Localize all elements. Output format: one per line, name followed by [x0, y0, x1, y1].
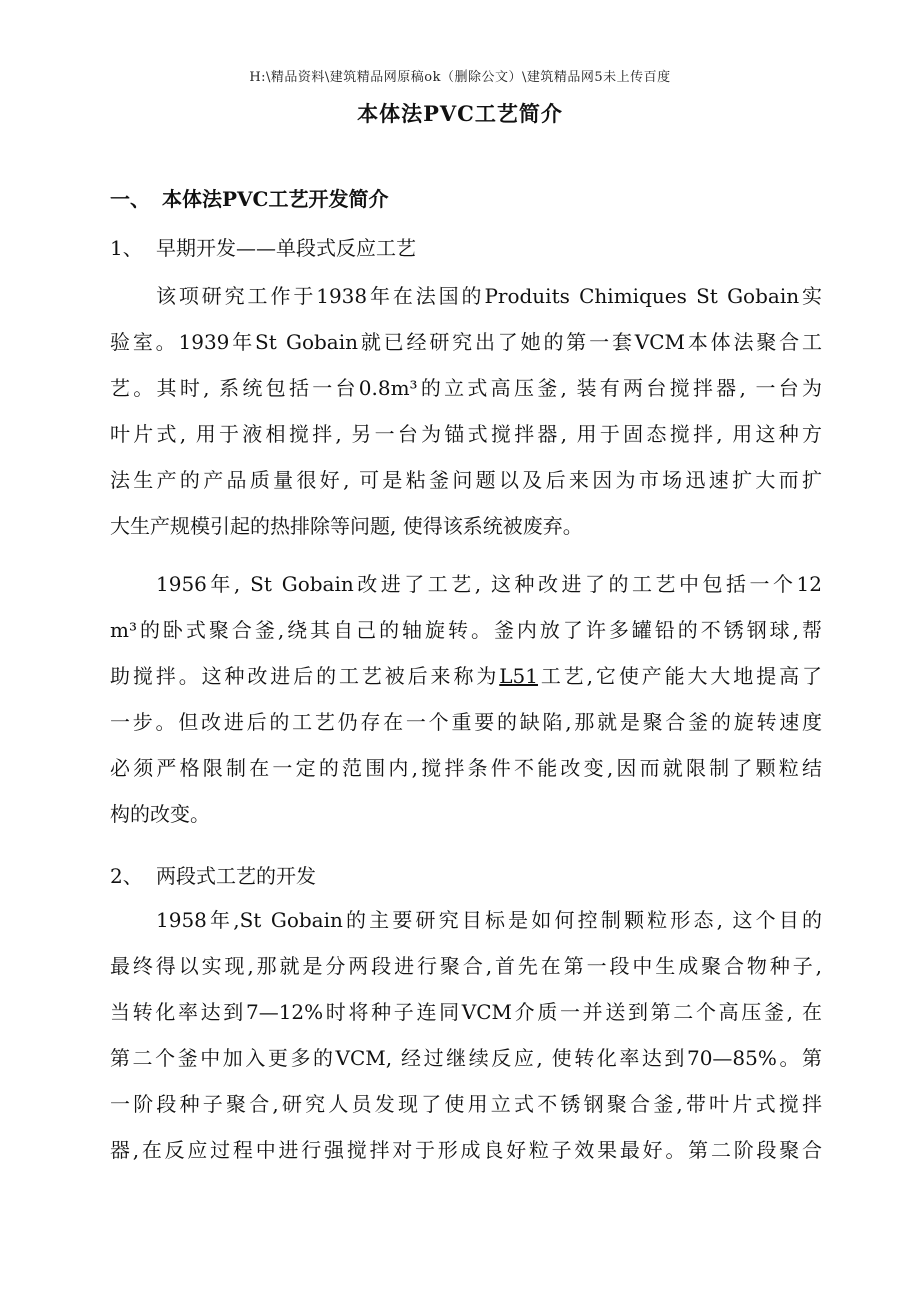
paragraph-line: 器,在反应过程中进行强搅拌对于形成良好粒子效果最好。第二阶段聚合	[110, 1138, 822, 1162]
paragraph-2	[110, 561, 822, 837]
sub-heading-title: 两段式工艺的开发	[156, 864, 316, 888]
paragraph-3	[110, 897, 822, 1173]
paragraph-line: 最终得以实现,那就是分两段进行聚合,首先在第一段中生成聚合物种子,	[110, 954, 822, 978]
sub-heading-number: 1、	[110, 236, 143, 260]
document-title: 本体法PVC工艺简介	[357, 101, 563, 126]
paragraph-line: 必须严格限制在一定的范围内,搅拌条件不能改变,因而就限制了颗粒结	[110, 756, 822, 780]
header-file-path: H:\精品资料\建筑精品网原稿ok（删除公文）\建筑精品网5未上传百度	[249, 70, 671, 85]
paragraph-line: 构的改变。	[110, 802, 210, 826]
paragraph-line: 一步。但改进后的工艺仍存在一个重要的缺陷,那就是聚合釜的旋转速度	[110, 710, 822, 734]
paragraph-line	[110, 653, 822, 699]
paragraph-1	[110, 273, 822, 549]
section-number: 一、	[110, 187, 150, 211]
paragraph-line: 当转化率达到7—12%时将种子连同VCM介质一并送到第二个高压釜, 在	[110, 1000, 822, 1024]
paragraph-line: 1956年, St Gobain改进了工艺, 这种改进了的工艺中包括一个12	[156, 572, 822, 596]
paragraph-line: 法生产的产品质量很好, 可是粘釜问题以及后来因为市场迅速扩大而扩	[110, 468, 822, 492]
sub-heading-number: 2、	[110, 864, 143, 888]
paragraph-line: 叶片式, 用于液相搅拌, 另一台为锚式搅拌器, 用于固态搅拌, 用这种方	[110, 422, 822, 446]
sub-heading-title: 早期开发——单段式反应工艺	[156, 236, 416, 260]
section-heading-1	[110, 183, 388, 212]
paragraph-line: 一阶段种子聚合,研究人员发现了使用立式不锈钢聚合釜,带叶片式搅拌	[110, 1092, 822, 1116]
paragraph-text: 助搅拌。这种改进后的工艺被后来称为	[110, 664, 500, 688]
sub-heading-2	[110, 860, 316, 889]
section-title: 本体法PVC工艺开发简介	[162, 187, 389, 211]
paragraph-line: 艺。其时, 系统包括一台0.8m³的立式高压釜, 装有两台搅拌器, 一台为	[110, 376, 822, 400]
paragraph-line: 该项研究工作于1938年在法国的Produits Chimiques St Gobain实	[156, 284, 822, 308]
sub-heading-1	[110, 232, 416, 261]
paragraph-line: 验室。1939年St Gobain就已经研究出了她的第一套VCM本体法聚合工	[110, 330, 822, 354]
process-name-underlined: L51	[499, 664, 538, 688]
paragraph-text: 工艺,它使产能大大地提高了	[537, 664, 823, 688]
paragraph-line: 1958年,St Gobain的主要研究目标是如何控制颗粒形态, 这个目的	[156, 908, 822, 932]
paragraph-line: 大生产规模引起的热排除等问题, 使得该系统被废弃。	[110, 514, 583, 538]
paragraph-line: 第二个釜中加入更多的VCM, 经过继续反应, 使转化率达到70—85%。第	[110, 1046, 822, 1070]
paragraph-line: m³的卧式聚合釜,绕其自己的轴旋转。釜内放了许多罐铅的不锈钢球,帮	[110, 618, 822, 642]
